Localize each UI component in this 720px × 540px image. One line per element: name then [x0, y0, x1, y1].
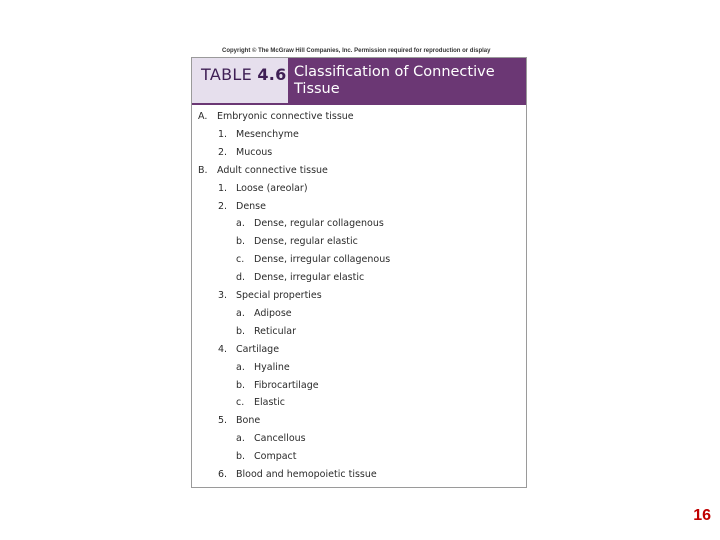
- row-text: Dense, irregular elastic: [254, 272, 365, 284]
- table-title: [288, 58, 526, 103]
- row-marker: a.: [236, 361, 245, 373]
- table-label-number: 4.6: [257, 65, 287, 84]
- row-marker: d.: [236, 272, 246, 284]
- row-text: Mesenchyme: [236, 128, 299, 140]
- row-marker: a.: [236, 433, 245, 445]
- table-header: [192, 58, 526, 103]
- table-title-line1: Classification of Connective: [294, 64, 495, 80]
- row-marker: c.: [236, 397, 245, 409]
- row-marker: A.: [198, 111, 208, 122]
- row-marker: b.: [236, 379, 246, 391]
- row-text: Dense: [236, 200, 266, 212]
- row-marker: 1.: [218, 182, 228, 194]
- row-text: Fibrocartilage: [254, 379, 319, 391]
- row-text: Mucous: [236, 146, 273, 158]
- table-label-prefix: TABLE: [201, 65, 252, 84]
- row-marker: a.: [236, 307, 245, 319]
- row-marker: 5.: [218, 415, 228, 427]
- row-marker: 4.: [218, 343, 228, 355]
- row-text: Compact: [254, 451, 297, 463]
- row-marker: B.: [198, 164, 208, 176]
- row-text: Adipose: [254, 307, 292, 319]
- row-marker: 3.: [218, 290, 228, 301]
- row-marker: b.: [236, 236, 246, 248]
- row-text: Blood and hemopoietic tissue: [236, 469, 377, 480]
- row-text: Embryonic connective tissue: [217, 111, 354, 122]
- copyright-notice: Copyright © The McGraw Hill Companies, Inc. Permission required for reproduction or display: [222, 48, 491, 54]
- row-text: Cancellous: [254, 433, 306, 445]
- row-text: Dense, irregular collagenous: [254, 254, 391, 266]
- row-marker: 2.: [218, 146, 228, 158]
- row-text: Cartilage: [236, 343, 280, 355]
- table-label: [192, 58, 288, 103]
- page-number: 16: [693, 507, 711, 524]
- classification-table: [191, 57, 527, 488]
- row-text: Hyaline: [254, 361, 290, 373]
- row-marker: 1.: [218, 128, 228, 140]
- row-marker: b.: [236, 325, 246, 337]
- row-text: Special properties: [236, 290, 322, 301]
- header-divider: [192, 103, 526, 105]
- row-text: Dense, regular collagenous: [254, 218, 384, 230]
- row-text: Reticular: [254, 325, 296, 337]
- row-marker: 6.: [218, 469, 228, 480]
- row-text: Bone: [236, 415, 261, 427]
- row-text: Dense, regular elastic: [254, 236, 358, 248]
- row-marker: 2.: [218, 200, 228, 212]
- row-marker: a.: [236, 218, 245, 230]
- table-title-line2: Tissue: [294, 81, 340, 97]
- row-marker: c.: [236, 254, 245, 266]
- row-text: Elastic: [254, 397, 286, 409]
- row-text: Loose (areolar): [236, 182, 308, 194]
- row-marker: b.: [236, 451, 246, 463]
- row-text: Adult connective tissue: [217, 164, 328, 176]
